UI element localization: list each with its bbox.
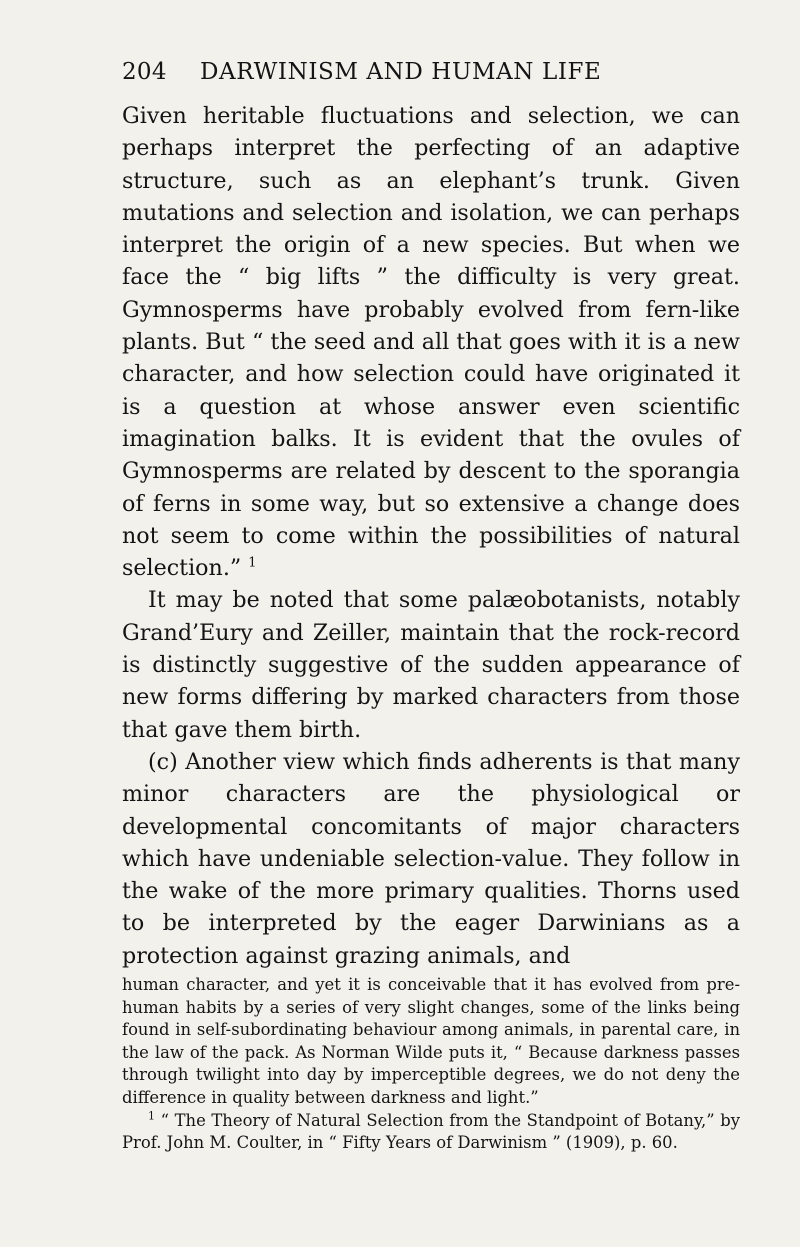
footnote-1 — [122, 1110, 740, 1155]
paragraph-1 — [122, 100, 740, 584]
main-text — [122, 100, 740, 972]
page-number: 204 — [122, 59, 167, 85]
paragraph-3: (c) Another view which finds adherents is that many minor characters are the physiological or developmental concomitants of major characters which have undeniable selection-value. They follow in the wake of the more primary qualities. Thorns used to be interpreted by the eager Darwinians as a protection against grazing animals, and — [122, 748, 740, 969]
footnote-1-text: “ The Theory of Natural Selection from the Standpoint of Botany,” by Prof. John M. Coulter, in “ Fifty Years of Darwinism ” (1909), p. 60. — [122, 1110, 740, 1153]
footnote-reference[interactable]: 1 — [248, 555, 257, 571]
running-header — [122, 58, 740, 98]
running-title: DARWINISM AND HUMAN LIFE — [200, 59, 602, 85]
paragraph-2: It may be noted that some palæobotanists, notably Grand’Eury and Zeiller, maintain that the rock-record is distinctly suggestive of the sudden appearance of new forms differing by marked characters from those that gave them birth. — [122, 587, 740, 743]
footnotes — [122, 974, 740, 1155]
footnote-1-marker: 1 — [148, 1109, 155, 1123]
book-page — [122, 58, 740, 1155]
paragraph-1-text: Given heritable fluctuations and selection, we can perhaps interpret the perfecting of an adaptive structure, such as an elephant’s trunk. Given mutations and selection and isolation, we can perhaps interpret the origin of a new species. But when we face the “ big lifts ” the difficulty is very great. Gymnosperms have probably evolved from fern-like plants. But “ the seed and all that goes with it is a new character, and how selection could have originated it is a question at whose answer even scientific imagination balks. It is evident that the ovules of Gymnosperms are related by descent to the sporangia of ferns in some way, but so extensive a change does not seem to come within the possibilities of natural selection.” — [122, 103, 740, 582]
footnote-continuation: human character, and yet it is conceivable that it has evolved from pre-human habits by a series of very slight changes, some of the links being found in self-subordinating behaviour among animals, in parental care, in the law of the pack. As Norman Wilde puts it, “ Because darkness passes through twilight into day by imperceptible degrees, we do not deny the difference in quality between darkness and light.” — [122, 975, 740, 1107]
